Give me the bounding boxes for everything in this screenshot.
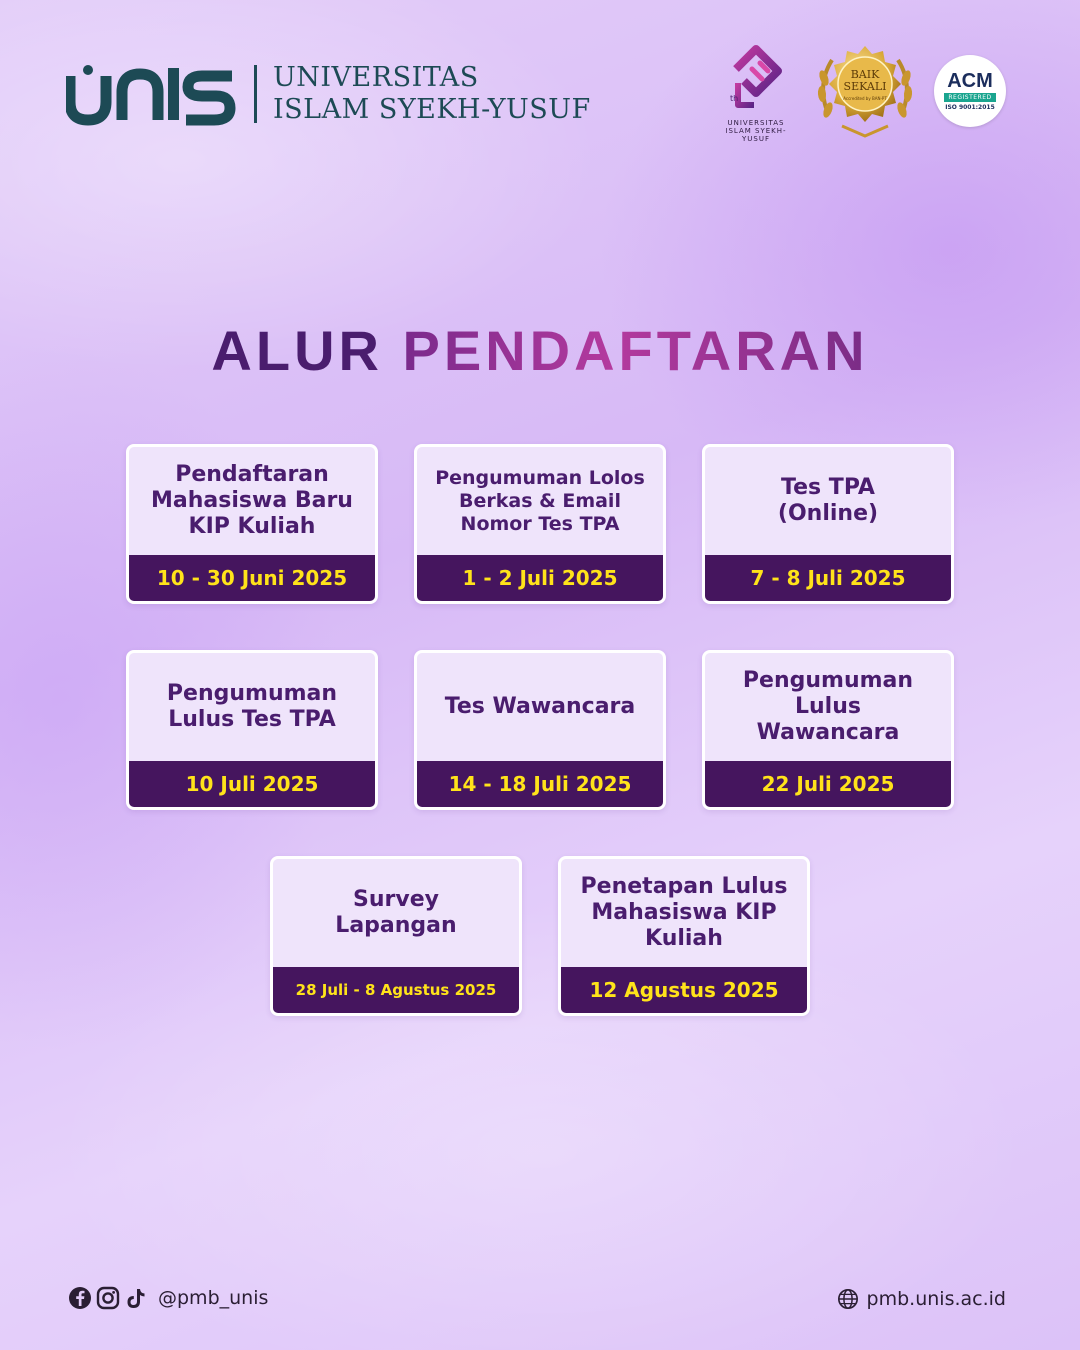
- acm-badge: [934, 55, 1006, 127]
- step-date: 14 - 18 Juli 2025: [417, 761, 663, 807]
- step-card: [414, 650, 666, 810]
- step-card: [126, 650, 378, 810]
- unis-logo-mark: [66, 62, 236, 126]
- step-label: Tes Wawancara: [444, 694, 636, 719]
- instagram-icon[interactable]: [96, 1286, 120, 1310]
- anniversary-suffix: th: [730, 94, 739, 103]
- step-date: 10 Juli 2025: [129, 761, 375, 807]
- website-link[interactable]: [837, 1288, 1006, 1310]
- step-card: [270, 856, 522, 1016]
- title-word-2: PENDAFTARAN: [402, 319, 869, 382]
- seal-line-2: SEKALI: [843, 80, 887, 93]
- step-label: Pendaftaran Mahasiswa Baru KIP Kuliah: [151, 462, 353, 539]
- step-label: Pengumuman Lulus Wawancara: [742, 668, 914, 745]
- step-card: [702, 650, 954, 810]
- title-word-1: ALUR: [211, 319, 383, 382]
- anniversary-caption-line-1: UNIVERSITAS: [727, 119, 785, 127]
- step-card: [702, 444, 954, 604]
- anniversary-caption-line-2: ISLAM SYEKH-YUSUF: [725, 127, 787, 143]
- step-date: 28 Juli - 8 Agustus 2025: [273, 967, 519, 1013]
- step-card: [126, 444, 378, 604]
- header-badges: [716, 38, 1006, 144]
- step-date: 22 Juli 2025: [705, 761, 951, 807]
- step-label: Pengumuman Lulus Tes TPA: [166, 681, 338, 732]
- anniversary-icon: [716, 39, 796, 119]
- logo-divider: [254, 65, 257, 123]
- social-links: [68, 1286, 268, 1310]
- website-url[interactable]: pmb.unis.ac.id: [866, 1288, 1006, 1310]
- step-date: 7 - 8 Juli 2025: [705, 555, 951, 601]
- step-label: Survey Lapangan: [335, 887, 457, 938]
- step-label: Pengumuman Lolos Berkas & Email Nomor Tes TPA: [435, 466, 645, 535]
- step-date: 10 - 30 Juni 2025: [129, 555, 375, 601]
- anniversary-badge: [716, 39, 796, 143]
- step-label: Penetapan Lulus Mahasiswa KIP Kuliah: [580, 874, 788, 951]
- facebook-icon[interactable]: [68, 1286, 92, 1310]
- university-logo: [66, 62, 591, 126]
- step-label: Tes TPA (Online): [777, 475, 879, 526]
- seal-sub: Accredited by BAN-PT: [843, 96, 887, 101]
- logo-line-1: UNIVERSITAS: [273, 62, 479, 93]
- accreditation-seal-icon: [812, 38, 918, 144]
- acm-iso: ISO 9001:2015: [945, 104, 995, 111]
- logo-wordmark: [273, 62, 591, 126]
- acm-registered: REGISTERED: [944, 93, 995, 102]
- seal-line-1: BAIK: [850, 68, 880, 81]
- tiktok-icon[interactable]: [124, 1286, 148, 1310]
- step-date: 1 - 2 Juli 2025: [417, 555, 663, 601]
- logo-line-2: ISLAM SYEKH-YUSUF: [273, 94, 591, 125]
- step-date: 12 Agustus 2025: [561, 967, 807, 1013]
- globe-icon: [837, 1288, 859, 1310]
- step-card: [414, 444, 666, 604]
- acm-title: ACM: [947, 70, 993, 92]
- anniversary-caption: [716, 119, 796, 143]
- social-handle[interactable]: @pmb_unis: [158, 1287, 269, 1309]
- page-title: [0, 318, 1080, 383]
- step-card: [558, 856, 810, 1016]
